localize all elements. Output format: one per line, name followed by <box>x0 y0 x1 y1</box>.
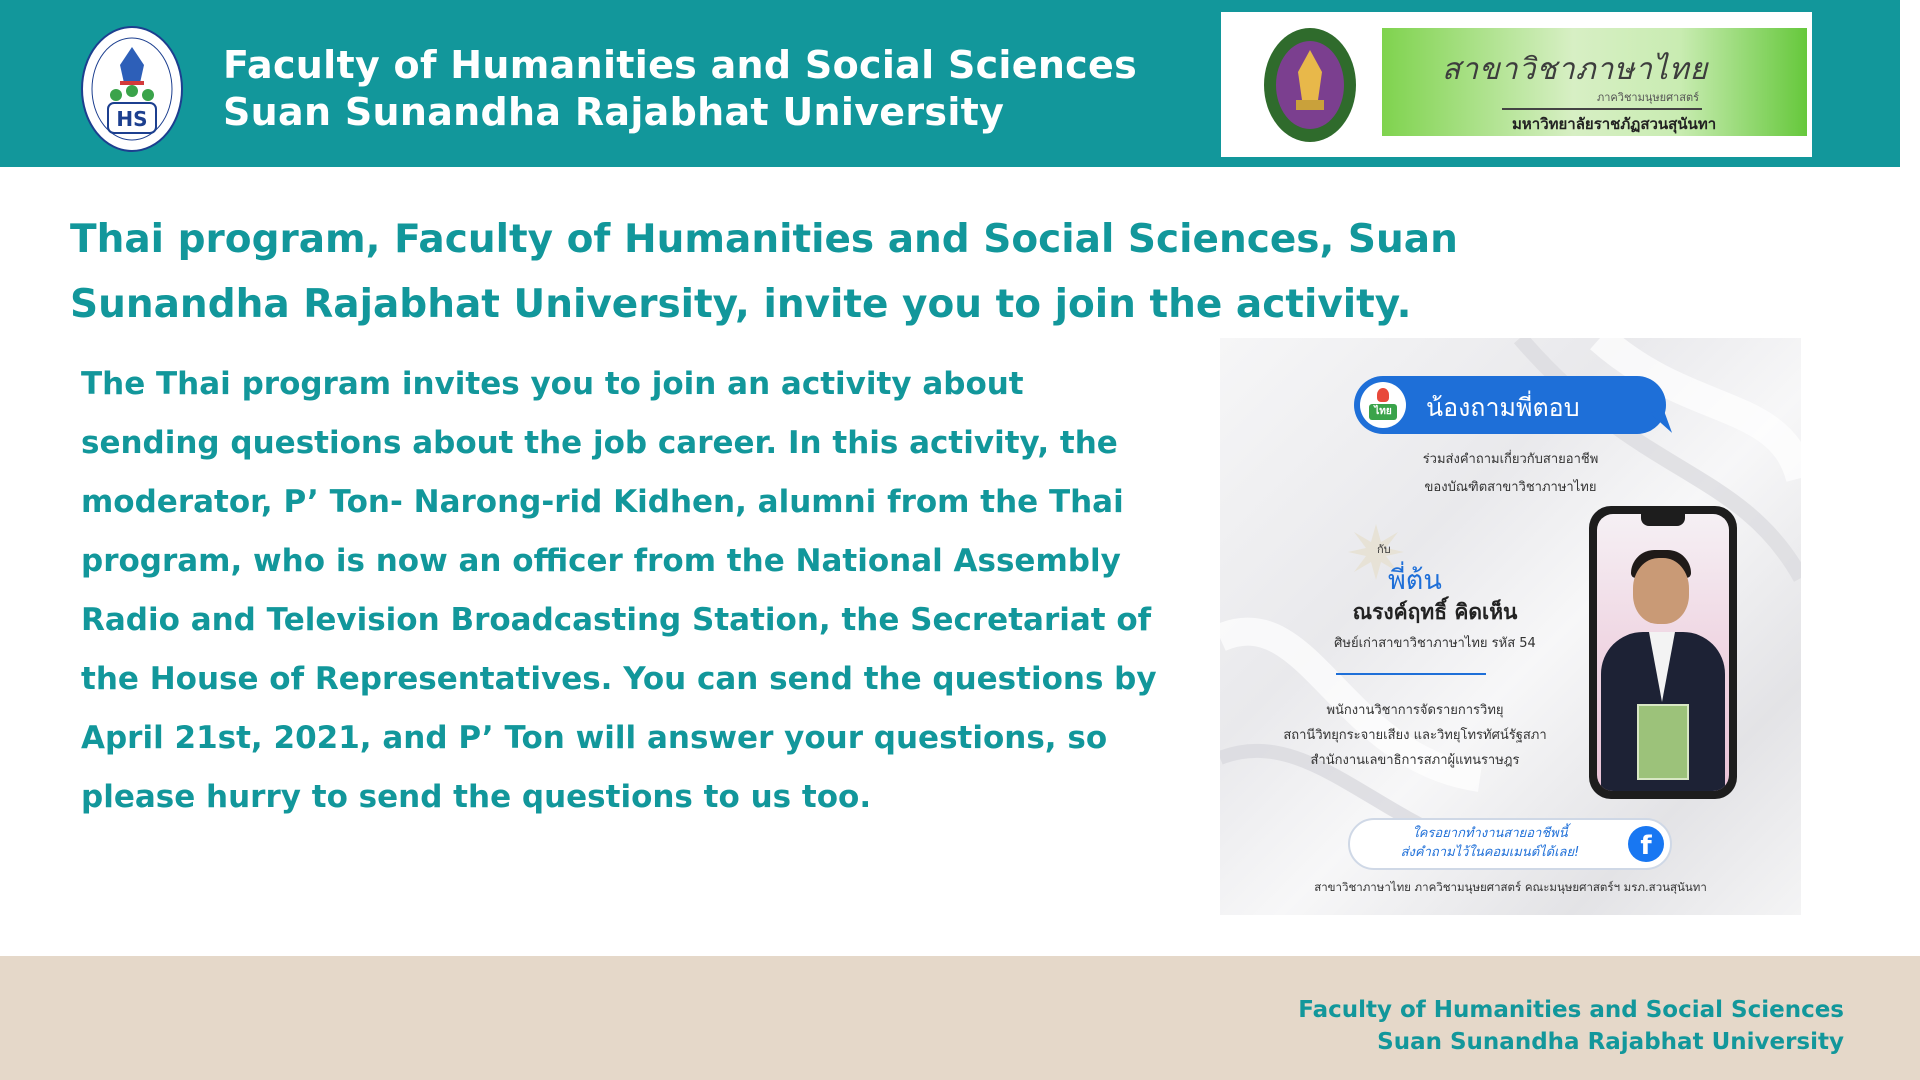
event-poster <box>1220 338 1801 915</box>
phone-mockup <box>1589 506 1737 799</box>
speaker-fullname: ณรงค์ฤทธิ์ คิดเห็น <box>1352 600 1518 624</box>
speaker-nickname: พี่ต้น <box>1388 565 1442 596</box>
article-body: The Thai program invites you to join an activity about sending questions about the job career. In this activity, the moderator, P’ Ton- Narong-rid Kidhen, alumni from the Thai program, who is now an officer from the National Assembly Radio and Television Broadcasting Station, the Secretariat of the House of Representatives. You can send the questions by April 21st, 2021, and P’ Ton will answer your questions, so please hurry to send the questions to us too. <box>81 366 1157 815</box>
header-title <box>223 42 1137 136</box>
university-seal-logo <box>1262 26 1358 144</box>
facebook-icon[interactable]: f <box>1628 826 1664 862</box>
speaker-alumni: ศิษย์เก่าสาขาวิชาภาษาไทย รหัส 54 <box>1334 636 1536 651</box>
banner-university: มหาวิทยาลัยราชภัฏสวนสุนันทา <box>1512 115 1717 133</box>
cta-line2: ส่งคำถามไว้ในคอมเมนต์ได้เลย! <box>1400 845 1580 860</box>
poster-divider <box>1336 673 1486 675</box>
thai-program-logo-icon <box>1360 382 1406 428</box>
cta-text <box>1370 824 1610 862</box>
speaker-job-line2: สถานีวิทยุกระจายเสียง และวิทยุโทรทัศน์รัฐสภา <box>1283 728 1547 743</box>
speaker-photo <box>1597 514 1729 791</box>
footer-line1: Faculty of Humanities and Social Sciences <box>1298 997 1844 1023</box>
cta-line1: ใครอยากทำงานสายอาชีพนี้ <box>1412 826 1568 841</box>
poster-footer: สาขาวิชาภาษาไทย ภาควิชามนุษยศาสตร์ คณะมนุษยศาสตร์ฯ มรภ.สวนสุนันทา <box>1314 880 1707 894</box>
banner-divider <box>1502 108 1702 110</box>
thai-program-banner <box>1382 28 1807 136</box>
banner-script-text: สาขาวิชาภาษาไทย <box>1442 52 1709 87</box>
footer-band <box>0 956 1920 1080</box>
faculty-logo-initials: HS <box>116 107 148 131</box>
poster-headline-pill <box>1354 376 1666 434</box>
banner-subtitle: ภาควิชามนุษยศาสตร์ <box>1597 91 1699 104</box>
poster-with-label: กับ <box>1377 543 1391 556</box>
thai-logo-label: ไทย <box>1369 404 1397 420</box>
poster-subtitle-line2: ของบัณฑิตสาขาวิชาภาษาไทย <box>1424 480 1597 495</box>
header-bar <box>0 0 1900 167</box>
header-title-line1: Faculty of Humanities and Social Sciences <box>223 43 1138 87</box>
footer-line2: Suan Sunandha Rajabhat University <box>1377 1029 1844 1055</box>
faculty-emblem-logo <box>80 25 184 153</box>
poster-subtitle-line1: ร่วมส่งคำถามเกี่ยวกับสายอาชีพ <box>1422 452 1599 467</box>
logo-box <box>1221 12 1812 157</box>
footer-text <box>1298 994 1844 1058</box>
poster-headline: น้องถามพี่ตอบ <box>1426 393 1580 422</box>
speaker-job-line1: พนักงานวิชาการจัดรายการวิทยุ <box>1326 703 1504 718</box>
header-title-line2: Suan Sunandha Rajabhat University <box>223 90 1005 134</box>
speaker-job-line3: สำนักงานเลขาธิการสภาผู้แทนราษฎร <box>1310 753 1520 768</box>
right-edge-strip <box>1900 0 1920 167</box>
facebook-cta[interactable] <box>1348 818 1672 870</box>
article-title: Thai program, Faculty of Humanities and Social Sciences, Suan Sunandha Rajabhat University, invite you to join the activity. <box>70 217 1458 327</box>
